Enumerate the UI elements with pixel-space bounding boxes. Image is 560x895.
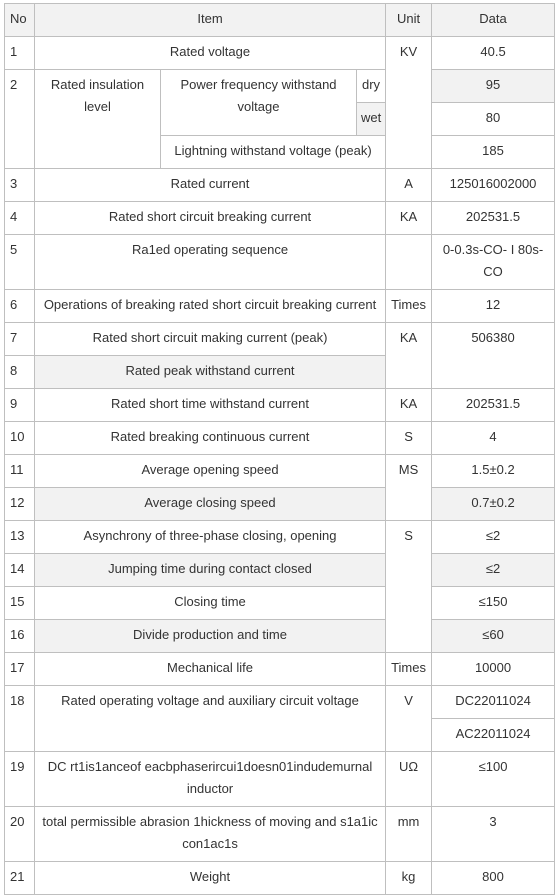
row-unit: kg	[386, 862, 432, 895]
table-row	[5, 587, 555, 620]
row-unit: S	[386, 521, 432, 653]
table-row	[5, 389, 555, 422]
row-data: ≤150	[432, 587, 555, 620]
row-number: 6	[5, 290, 35, 323]
row-item: Operations of breaking rated short circuit breaking current	[35, 290, 386, 323]
row-number: 15	[5, 587, 35, 620]
row-number: 16	[5, 620, 35, 653]
specifications-table	[4, 3, 555, 895]
row-item: Ra1ed operating sequence	[35, 235, 386, 290]
row-data: 506380	[432, 323, 555, 389]
table-row	[5, 686, 555, 719]
table-row	[5, 521, 555, 554]
row-item: Rated current	[35, 169, 386, 202]
row-unit: mm	[386, 807, 432, 862]
row-data: ≤2	[432, 554, 555, 587]
row-number: 2	[5, 70, 35, 169]
row-unit: KA	[386, 323, 432, 389]
row-number: 12	[5, 488, 35, 521]
row-item: Rated peak withstand current	[35, 356, 386, 389]
row-unit: KV	[386, 37, 432, 169]
table-row	[5, 554, 555, 587]
row-data: 95	[432, 70, 555, 103]
row-data: 125016002000	[432, 169, 555, 202]
table-row	[5, 70, 555, 103]
row-number: 20	[5, 807, 35, 862]
row-condition: wet	[357, 103, 386, 136]
row-item: Rated voltage	[35, 37, 386, 70]
row-item: Mechanical life	[35, 653, 386, 686]
table-row	[5, 290, 555, 323]
row-number: 18	[5, 686, 35, 752]
row-data: 202531.5	[432, 202, 555, 235]
row-number: 13	[5, 521, 35, 554]
row-unit: KA	[386, 202, 432, 235]
row-item: Jumping time during contact closed	[35, 554, 386, 587]
header-item: Item	[35, 4, 386, 37]
row-item: Asynchrony of three-phase closing, opening	[35, 521, 386, 554]
row-item: Divide production and time	[35, 620, 386, 653]
row-number: 3	[5, 169, 35, 202]
row-unit: UΩ	[386, 752, 432, 807]
header-data: Data	[432, 4, 555, 37]
row-data: DC22011024	[432, 686, 555, 719]
row-item: DC rt1is1anceof eacbphaserircui1doesn01indudemurnal inductor	[35, 752, 386, 807]
row-unit: Times	[386, 653, 432, 686]
table-header-row	[5, 4, 555, 37]
row-unit: KA	[386, 389, 432, 422]
row-number: 8	[5, 356, 35, 389]
row-unit: S	[386, 422, 432, 455]
row-data: AC22011024	[432, 719, 555, 752]
row-condition: dry	[357, 70, 386, 103]
row-item: Weight	[35, 862, 386, 895]
row-data: ≤100	[432, 752, 555, 807]
row-subitem: Power frequency withstand voltage	[161, 70, 357, 136]
row-data: 80	[432, 103, 555, 136]
row-data: ≤2	[432, 521, 555, 554]
row-item: Rated breaking continuous current	[35, 422, 386, 455]
table-row	[5, 202, 555, 235]
row-number: 11	[5, 455, 35, 488]
table-row	[5, 653, 555, 686]
row-number: 21	[5, 862, 35, 895]
row-number: 4	[5, 202, 35, 235]
table-row	[5, 323, 555, 356]
table-row	[5, 37, 555, 70]
row-data: 0-0.3s-CO- I 80s-CO	[432, 235, 555, 290]
row-number: 14	[5, 554, 35, 587]
row-data: 185	[432, 136, 555, 169]
row-data: 202531.5	[432, 389, 555, 422]
row-data: 12	[432, 290, 555, 323]
table-row	[5, 752, 555, 807]
row-unit: Times	[386, 290, 432, 323]
row-data: 4	[432, 422, 555, 455]
row-unit: V	[386, 686, 432, 752]
row-item: total permissible abrasion 1hickness of moving and s1a1ic con1ac1s	[35, 807, 386, 862]
row-data: 0.7±0.2	[432, 488, 555, 521]
row-data: 1.5±0.2	[432, 455, 555, 488]
row-item: Average opening speed	[35, 455, 386, 488]
row-data: ≤60	[432, 620, 555, 653]
header-unit: Unit	[386, 4, 432, 37]
row-number: 10	[5, 422, 35, 455]
row-number: 1	[5, 37, 35, 70]
table-row	[5, 455, 555, 488]
row-number: 9	[5, 389, 35, 422]
table-row	[5, 862, 555, 895]
table-row	[5, 422, 555, 455]
table-row	[5, 620, 555, 653]
row-item: Average closing speed	[35, 488, 386, 521]
row-item: Rated short circuit breaking current	[35, 202, 386, 235]
row-item: Rated short time withstand current	[35, 389, 386, 422]
row-data: 3	[432, 807, 555, 862]
header-no: No	[5, 4, 35, 37]
table-row	[5, 807, 555, 862]
row-number: 19	[5, 752, 35, 807]
row-item: Rated insulation level	[35, 70, 161, 169]
row-subitem: Lightning withstand voltage (peak)	[161, 136, 386, 169]
row-unit: A	[386, 169, 432, 202]
row-item: Rated operating voltage and auxiliary circuit voltage	[35, 686, 386, 752]
row-unit: MS	[386, 455, 432, 521]
row-data: 40.5	[432, 37, 555, 70]
row-item: Closing time	[35, 587, 386, 620]
row-number: 17	[5, 653, 35, 686]
table-row	[5, 169, 555, 202]
row-number: 7	[5, 323, 35, 356]
row-unit	[386, 235, 432, 290]
row-number: 5	[5, 235, 35, 290]
table-row	[5, 488, 555, 521]
row-data: 800	[432, 862, 555, 895]
row-item: Rated short circuit making current (peak)	[35, 323, 386, 356]
table-row	[5, 235, 555, 290]
row-data: 10000	[432, 653, 555, 686]
